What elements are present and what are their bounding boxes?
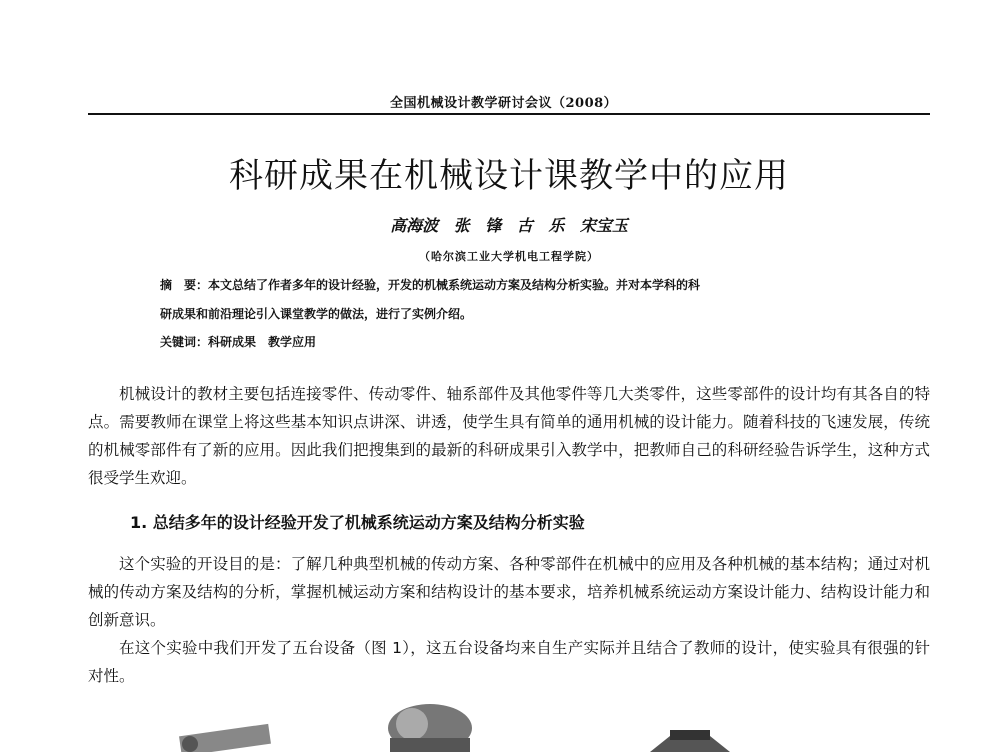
- authors: 高海波 张 锋 古 乐 宋宝玉: [390, 216, 628, 235]
- section-heading-1: 1. 总结多年的设计经验开发了机械系统运动方案及结构分析实验: [130, 513, 585, 532]
- machine-illustration-2: [388, 704, 472, 752]
- paper-title: 科研成果在机械设计课教学中的应用: [229, 156, 789, 196]
- body-paragraph-2: 这个实验的开设目的是：了解几种典型机械的传动方案、各种零部件在机械中的应用及各种机械的基本结构；通过对机械的传动方案及结构的分析，掌握机械运动方案和结构设计的基本要求，培养机械系统运动方案设计能力、结构设计能力和创新意识。: [88, 555, 930, 629]
- abstract-line-2: 研成果和前沿理论引入课堂教学的做法，进行了实例介绍。: [160, 307, 473, 321]
- header-rule: [88, 113, 930, 115]
- abstract-line-1: 摘 要：本文总结了作者多年的设计经验，开发的机械系统运动方案及结构分析实验。并对本学科的科: [160, 278, 701, 292]
- machine-illustration-3: [650, 730, 730, 752]
- running-header: 全国机械设计教学研讨会议（2008）: [390, 96, 618, 111]
- machine-illustration-1: [179, 724, 271, 752]
- figure-1-partial: [150, 700, 930, 752]
- keywords: 关键词：科研成果 教学应用: [160, 335, 317, 349]
- body-paragraph-1: 机械设计的教材主要包括连接零件、传动零件、轴系部件及其他零件等几大类零件，这些零部件的设计均有其各自的特点。需要教师在课堂上将这些基本知识点讲深、讲透，使学生具有简单的通用机械的设计能力。随着科技的飞速发展，传统的机械零部件有了新的应用。因此我们把搜集到的最新的科研成果引入教学中，把教师自己的科研经验告诉学生，这种方式很受学生欢迎。: [88, 385, 930, 487]
- body-paragraph-3: 在这个实验中我们开发了五台设备（图 1），这五台设备均来自生产实际并且结合了教师的设计，使实验具有很强的针对性。: [88, 639, 930, 685]
- affiliation: （哈尔滨工业大学机电工程学院）: [419, 250, 599, 263]
